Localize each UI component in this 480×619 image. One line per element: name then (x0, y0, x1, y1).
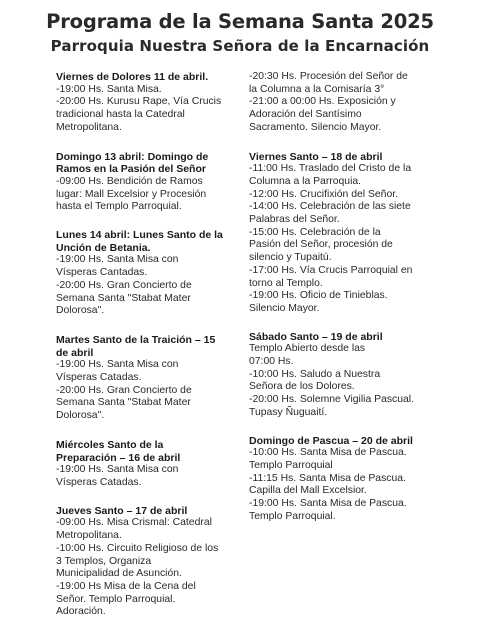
section-title: Miércoles Santo de la Preparación – 16 de abril (56, 438, 181, 464)
section-lunes-santo (56, 229, 228, 318)
section-body: -19:00 Hs. Santa Misa con Vísperas Cantadas. -20:00 Hs. Gran Concierto de Semana Santa "Stabat Mater Dolorosa". (56, 254, 192, 317)
section-body: -11:00 Hs. Traslado del Cristo de la Columna a la Parroquia. -12:00 Hs. Crucifixión del Señor. -14:00 Hs. Celebración de las siete Palabras del Señor. -15:00 Hs. Celebración de la Pasión del Señor, procesión de silencio y Tupaitú. -17:00 Hs. Vía Crucis Parroquial en torno al Templo. -19:00 Hs. Oficio de Tinieblas. Silencio Mayor. (249, 163, 413, 314)
section-body: -19:00 Hs. Santa Misa con Vísperas Catadas. -20:00 Hs. Gran Concierto de Semana Santa "Stabat Mater Dolorosa". (56, 359, 192, 422)
section-title: Domingo 13 abril: Domingo de Ramos en la Pasión del Señor (56, 150, 209, 176)
section-viernes-santo (249, 151, 431, 316)
section-viernes-dolores (56, 71, 228, 135)
section-title: Jueves Santo – 17 de abril (56, 504, 188, 517)
section-body: Templo Abierto desde las 07:00 Hs. -10:00 Hs. Saludo a Nuestra Señora de los Dolores. -20:00 Hs. Solemne Vigilia Pascual. Tupasy Ñuguaití. (249, 343, 414, 418)
section-jueves-santo (56, 505, 228, 619)
section-domingo-ramos (56, 151, 228, 215)
section-title: Martes Santo de la Traición – 15 de abril (56, 333, 216, 359)
page-subtitle: Parroquia Nuestra Señora de la Encarnación (50, 37, 430, 55)
section-title: Sábado Santo – 19 de abril (249, 330, 383, 343)
section-title: Viernes Santo – 18 de abril (249, 150, 383, 163)
section-body: -10:00 Hs. Santa Misa de Pascua. Templo Parroquial -11:15 Hs. Santa Misa de Pascua. Capilla del Mall Excelsior. -19:00 Hs. Santa Misa de Pascua. Templo Parroquial. (249, 447, 407, 522)
section-sabado-santo (249, 331, 431, 420)
section-title: Lunes 14 abril: Lunes Santo de la Unción de Betania. (56, 229, 223, 254)
page-title: Programa de la Semana Santa 2025 (46, 10, 434, 33)
section-title: Viernes de Dolores 11 de abril. (56, 71, 209, 83)
section-body: -19:00 Hs. Santa Misa con Vísperas Catadas. (56, 464, 179, 488)
section-body: -19:00 Hs. Santa Misa. -20:00 Hs. Kurusu Rape, Vía Crucis tradicional hasta la Catedral Metropolitana. (56, 83, 222, 133)
right-column (249, 71, 431, 524)
section-body: -09:00 Hs. Misa Crismal: Catedral Metropolitana. -10:00 Hs. Circuito Religioso de los 3 Templos, Organiza Municipalidad de Asunción. -19:00 Hs Misa de la Cena del Señor. Templo Parroquial. Adoración. (56, 517, 219, 618)
section-martes-santo (56, 334, 228, 423)
section-jueves-santo-continued (249, 71, 431, 135)
section-body: -09:00 Hs. Bendición de Ramos lugar: Mall Excelsior y Procesión hasta el Templo Parroquial. (56, 175, 207, 213)
section-title: Domingo de Pascua – 20 de abril (249, 434, 413, 447)
left-column (56, 71, 228, 619)
section-body: -20:30 Hs. Procesión del Señor de la Columna a la Comisaría 3° -21:00 a 00:00 Hs. Exposición y Adoración del Santísimo Sacramento. Silencio Mayor. (249, 71, 408, 133)
section-miercoles-santo (56, 439, 228, 490)
section-domingo-pascua (249, 435, 431, 524)
